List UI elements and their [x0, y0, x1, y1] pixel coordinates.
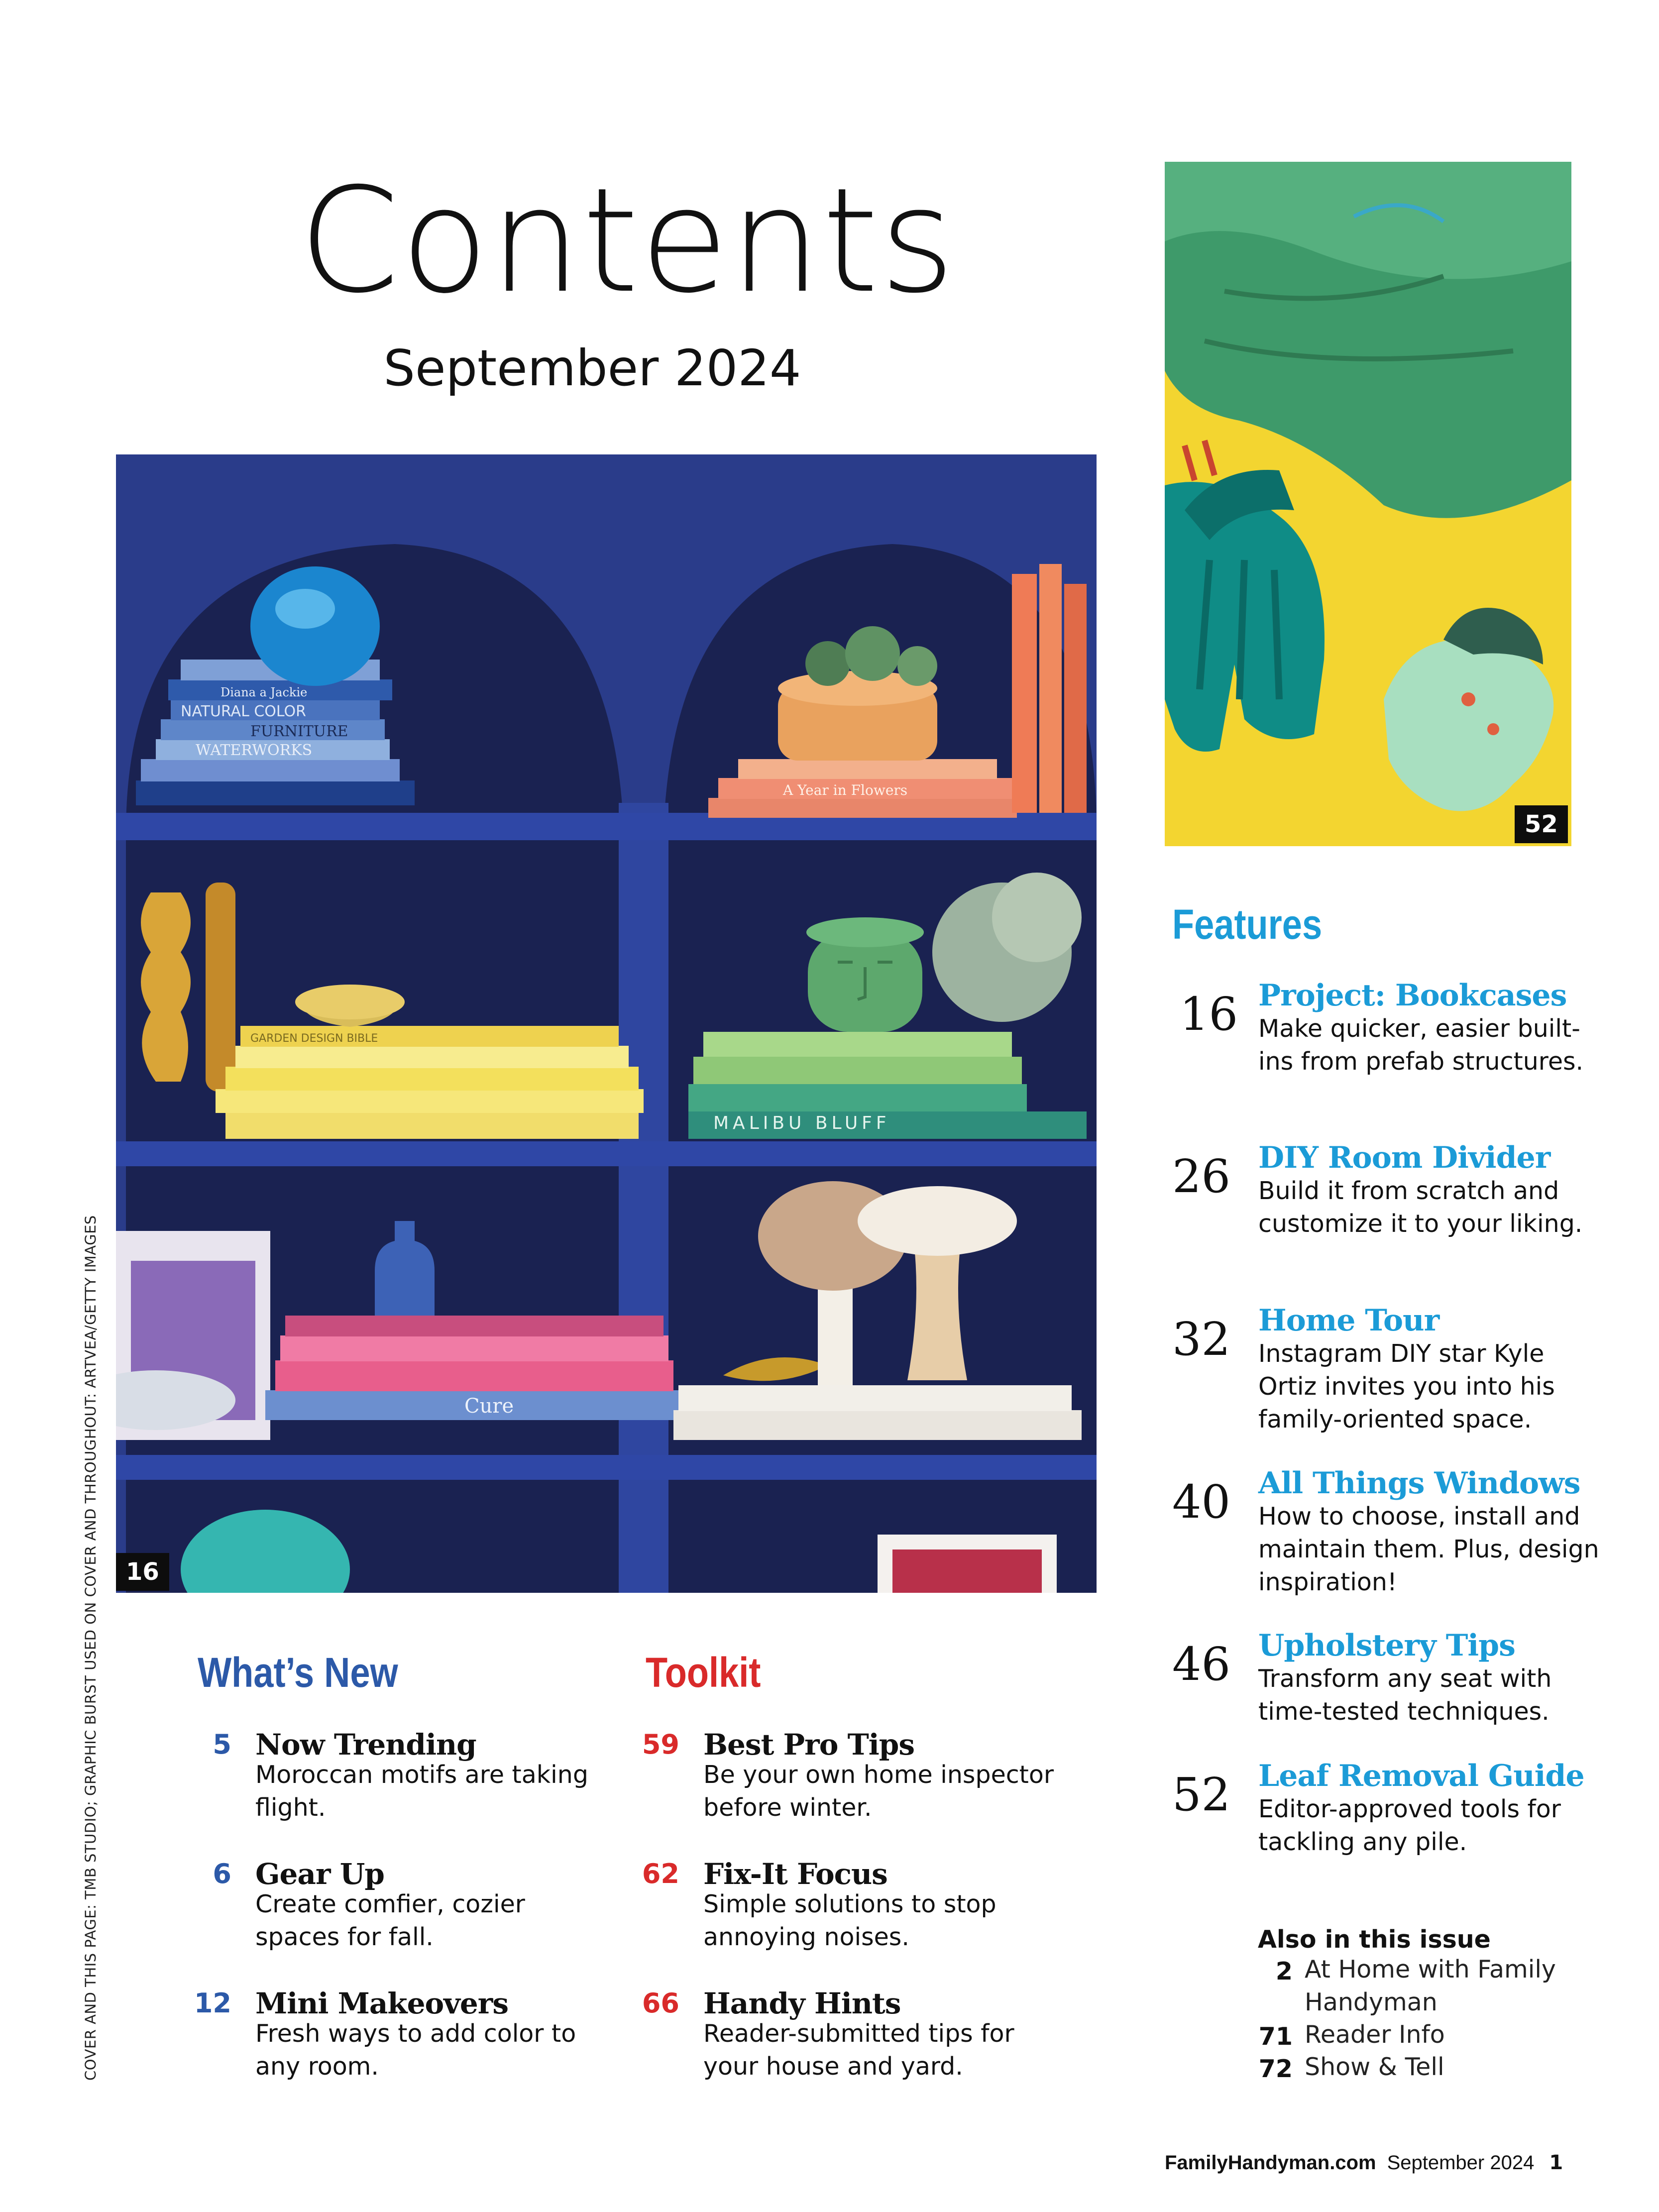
feature-title[interactable]: Project: Bookcases [1258, 978, 1567, 1013]
leaf-tools-photo[interactable] [1165, 162, 1571, 846]
features-heading: Features [1172, 901, 1323, 948]
book-spine [141, 759, 400, 781]
whats-new-heading: What’s New [198, 1649, 398, 1696]
item-page-number: 5 [213, 1729, 231, 1760]
book-spine-title: MALIBU BLUFF [713, 1113, 890, 1133]
item-title[interactable]: Best Pro Tips [703, 1728, 915, 1762]
feature-title[interactable]: DIY Room Divider [1258, 1140, 1550, 1175]
feature-description: Build it from scratch and customize it to your liking. [1258, 1177, 1583, 1238]
photo-credit: COVER AND THIS PAGE: TMB STUDIO; GRAPHIC BURST USED ON COVER AND THROUGHOUT: ARTVEA/GETTY IMAGES [82, 1215, 99, 2081]
item-description: Simple solutions to stop annoying noises. [703, 1890, 996, 1951]
feature-title[interactable]: Home Tour [1258, 1303, 1439, 1338]
also-in-this-issue-heading: Also in this issue [1258, 1925, 1491, 1954]
feature-title[interactable]: Leaf Removal Guide [1258, 1759, 1584, 1793]
item-page-number: 59 [642, 1729, 679, 1760]
item-page-number: 12 [194, 1988, 231, 2019]
item-description: Fresh ways to add color to any room. [255, 2019, 576, 2081]
book-spine-title: Cure [464, 1395, 514, 1418]
also-page-number: 72 [1258, 2055, 1293, 2083]
feature-page-number: 32 [1172, 1313, 1231, 1366]
item-title[interactable]: Mini Makeovers [255, 1987, 508, 2020]
item-page-number: 6 [213, 1858, 231, 1889]
issue-date: September 2024 [383, 339, 801, 397]
item-title[interactable]: Now Trending [255, 1728, 476, 1762]
toolkit-heading: Toolkit [646, 1649, 761, 1696]
item-description: Reader-submitted tips for your house and yard. [703, 2019, 1014, 2081]
book-spine-title: FURNITURE [250, 723, 348, 740]
feature-description: Make quicker, easier built-ins from prefab structures. [1258, 1014, 1584, 1076]
bookshelf-photo[interactable] [116, 454, 1097, 1593]
also-label: Reader Info [1305, 2020, 1445, 2049]
feature-page-number: 46 [1172, 1638, 1231, 1691]
book-spine-title: NATURAL COLOR [181, 703, 306, 720]
feature-description: How to choose, install and maintain them. Plus, design inspiration! [1258, 1502, 1599, 1596]
feature-description: Instagram DIY star Kyle Ortiz invites you into his family-oriented space. [1258, 1339, 1555, 1434]
feature-page-number: 16 [1180, 988, 1238, 1041]
item-title[interactable]: Handy Hints [703, 1987, 901, 2020]
item-description: Moroccan motifs are taking flight. [255, 1761, 588, 1822]
footer-page-number: 1 [1549, 2151, 1563, 2174]
feature-description: Editor-approved tools for tackling any pile. [1258, 1795, 1561, 1856]
item-description: Be your own home inspector before winter. [703, 1761, 1054, 1822]
item-description: Create comfier, cozier spaces for fall. [255, 1890, 525, 1951]
also-label: Show & Tell [1305, 2053, 1444, 2081]
footer-date: September 2024 [1387, 2152, 1535, 2174]
feature-page-number: 52 [1172, 1768, 1231, 1821]
leaf-tools-illustration [1165, 162, 1571, 846]
page-badge: 52 [1515, 805, 1568, 843]
feature-description: Transform any seat with time-tested techniques. [1258, 1664, 1552, 1726]
footer-site[interactable]: FamilyHandyman.com [1165, 2152, 1376, 2174]
also-label: At Home with Family Handyman [1305, 1955, 1556, 2016]
item-title[interactable]: Gear Up [255, 1857, 384, 1891]
feature-title[interactable]: Upholstery Tips [1258, 1628, 1515, 1663]
book-spine-title: A Year in Flowers [783, 782, 908, 798]
book-spine-title: WATERWORKS [196, 742, 313, 759]
also-page-number: 71 [1258, 2022, 1293, 2051]
page-title: Contents [299, 157, 956, 325]
item-title[interactable]: Fix-It Focus [703, 1857, 887, 1891]
book-spine-title: GARDEN DESIGN BIBLE [250, 1032, 378, 1045]
bookshelf-illustration [116, 454, 1097, 1593]
item-page-number: 62 [642, 1858, 679, 1889]
feature-page-number: 26 [1172, 1150, 1231, 1203]
item-page-number: 66 [642, 1988, 679, 2019]
also-page-number: 2 [1275, 1957, 1293, 1986]
feature-page-number: 40 [1172, 1475, 1231, 1529]
page-footer [1165, 2151, 1563, 2174]
feature-title[interactable]: All Things Windows [1258, 1466, 1580, 1501]
book-spine-title: Diana a Jackie [221, 685, 308, 699]
page-badge: 16 [116, 1553, 169, 1591]
